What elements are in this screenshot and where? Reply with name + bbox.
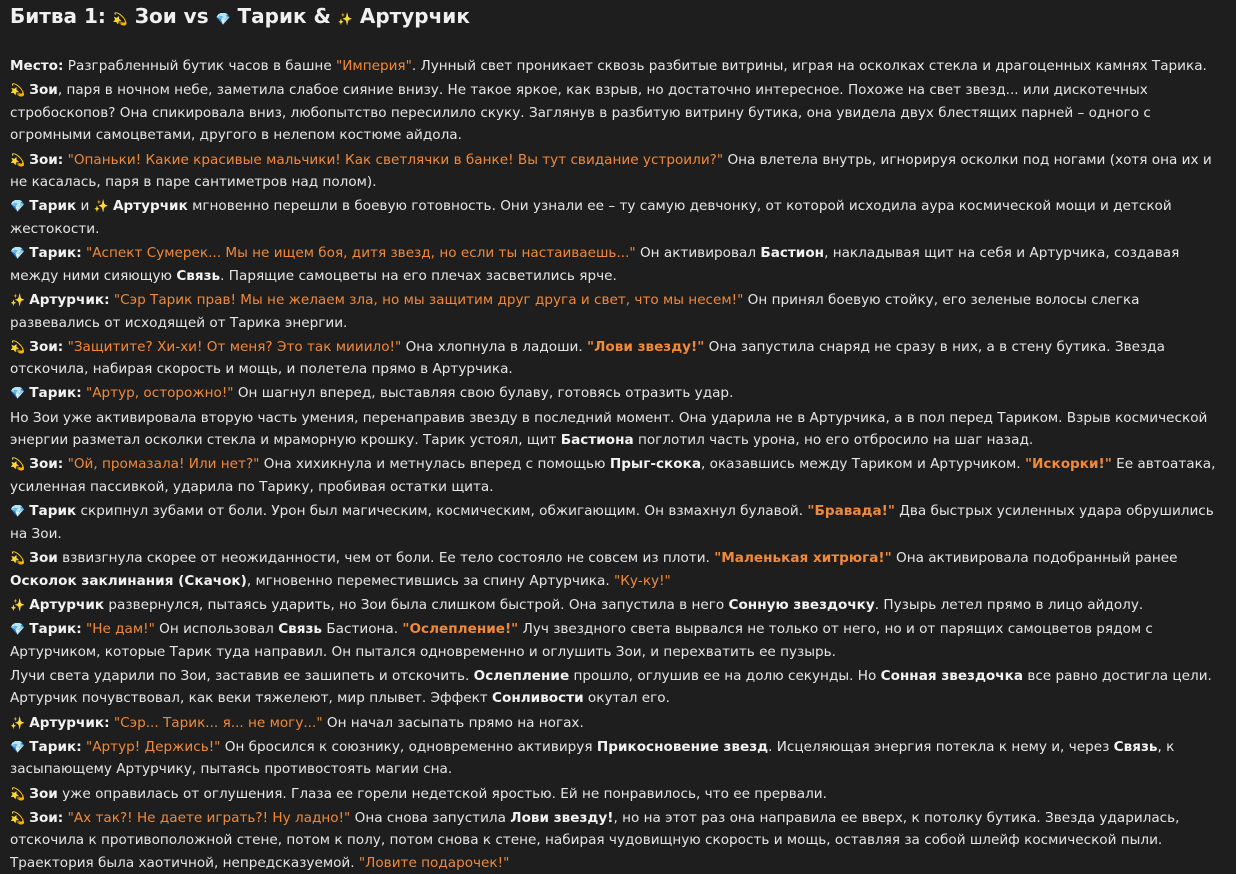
ability-quote: "Ослепление!" xyxy=(402,620,519,637)
story-paragraph xyxy=(10,712,1226,735)
bold-term: Бастиона xyxy=(560,432,634,449)
bold-term: Тарик: xyxy=(29,245,82,262)
paragraph-text: . Пузырь летел прямо в лицо айдолу. xyxy=(874,596,1144,613)
paragraph-text: Он использовал xyxy=(154,620,279,637)
taric-gem-icon: 💎 xyxy=(10,246,25,261)
bold-term: Связь xyxy=(278,620,322,637)
arturchik-sparkle-icon: ✨ xyxy=(10,715,25,730)
quote-text: "Ах так?! Не даете играть?! Ну ладно!" xyxy=(67,809,351,826)
bold-term: Сонливости xyxy=(492,690,584,707)
quote-text: "Артур, осторожно!" xyxy=(85,385,234,402)
page-title xyxy=(10,2,1226,33)
paragraph-text: прошло, оглушив ее на долю секунды. Но xyxy=(569,667,881,684)
paragraph-text: Она хихикнула и метнулась вперед с помощью xyxy=(259,456,610,473)
taric-gem-icon: 💎 xyxy=(10,739,25,754)
bold-term: Лови звезду! xyxy=(510,809,614,826)
story-paragraph xyxy=(10,407,1226,452)
title-arturchik: Артурчик xyxy=(352,4,470,28)
bold-term: Артурчик xyxy=(112,198,188,215)
paragraph-text: Он шагнул вперед, выставляя свою булаву, готовясь отразить удар. xyxy=(233,385,734,402)
bold-term: Ослепление xyxy=(473,667,570,684)
bold-term: Сонная звездочка xyxy=(880,667,1023,684)
bold-term: Связь xyxy=(1113,738,1158,755)
paragraph-text: Луч звездного света вырвался не только от него, но и от парящих самоцветов рядом с Артурчиком, которые Тарик туда направил. Он пытался одновременно и оглушить Зои, и перехватить ее пузырь. xyxy=(10,620,1153,660)
story-paragraph xyxy=(10,547,1226,592)
paragraph-text: . Лунный свет проникает сквозь разбитые витрины, играя на осколках стекла и драгоценных камнях Тарика. xyxy=(411,58,1207,74)
taric-gem-icon: 💎 xyxy=(10,621,25,636)
paragraph-text: скрипнул зубами от боли. Урон был магическим, космическим, обжигающим. Он взмахнул булавой. xyxy=(76,503,808,520)
taric-gem-icon: 💎 xyxy=(10,386,25,401)
bold-term: Связь xyxy=(176,267,221,284)
quote-text: "Сэр... Тарик... я... не могу..." xyxy=(113,714,323,731)
taric-gem-icon: 💎 xyxy=(215,12,231,26)
paragraph-text: Она влетела внутрь, игнорируя осколки под ногами (хотя она их и не касалась, паря в паре сантиметров над полом). xyxy=(10,151,1212,191)
paragraph-text: Бастиона. xyxy=(322,620,403,637)
paragraph-text: Она активировала подобранный ранее xyxy=(891,550,1178,566)
ability-quote: "Искорки!" xyxy=(1024,456,1112,473)
story-paragraph xyxy=(10,594,1226,617)
quote-text: "Ку-ку!" xyxy=(613,572,671,589)
bold-term: Тарик xyxy=(29,503,77,520)
paragraph-text: поглотил часть урона, но его отбросило на шаг назад. xyxy=(633,432,1034,449)
quote-text: "Аспект Сумерек... Мы не ищем боя, дитя звезд, но если ты настаиваешь..." xyxy=(85,245,636,262)
paragraph-text: уже оправилась от оглушения. Глаза ее горели недетской яростью. Ей не понравилось, что ее прервали. xyxy=(57,785,827,802)
arturchik-sparkle-icon: ✨ xyxy=(10,292,25,307)
title-taric: Тарик & xyxy=(230,4,338,28)
quote-text: "Защитите? Хи-хи! От меня? Это так мииило!" xyxy=(67,338,402,355)
story-paragraph xyxy=(10,783,1226,806)
story-paragraph xyxy=(10,807,1226,874)
quote-text: "Сэр Тарик прав! Мы не желаем зла, но мы защитим друг друга и свет, что мы несем!" xyxy=(113,291,744,308)
bold-term: Зои xyxy=(29,785,58,802)
ability-quote: "Лови звезду!" xyxy=(587,338,705,355)
story-paragraph xyxy=(10,149,1226,194)
paragraph-text: . Исцеляющая энергия потекла к нему и, через xyxy=(768,738,1114,755)
paragraph-text: и xyxy=(76,198,94,215)
story-paragraph xyxy=(10,500,1226,545)
zoe-swirl-icon: 💫 xyxy=(112,12,128,26)
paragraph-text: . Парящие самоцветы на его плечах засветились ярче. xyxy=(220,267,617,284)
zoe-swirl-icon: 💫 xyxy=(10,83,25,98)
story-paragraph xyxy=(10,336,1226,381)
bold-term: Прикосновение звезд xyxy=(596,738,769,755)
paragraph-text: , к засыпающему Артурчику, пытаясь противостоять магии сна. xyxy=(10,738,1175,778)
paragraph-text: мгновенно перешли в боевую готовность. Они узнали ее – ту самую девчонку, от которой исходила аура космической мощи и детской жестокости. xyxy=(10,198,1172,237)
arturchik-sparkle-icon: ✨ xyxy=(93,199,109,214)
ability-quote: "Бравада!" xyxy=(807,503,895,520)
arturchik-sparkle-icon: ✨ xyxy=(10,597,25,612)
paragraph-text: Она снова запустила xyxy=(350,809,511,826)
quote-text: "Ой, промазала! Или нет?" xyxy=(67,456,260,473)
story-paragraph xyxy=(10,195,1226,240)
bold-term: Тарик: xyxy=(29,620,82,637)
bold-term: Тарик: xyxy=(29,385,82,402)
paragraph-text: , паря в ночном небе, заметила слабое сияние внизу. Не такое яркое, как взрыв, но достаточно интересное. Похоже на свет звезд... или дискотечных стробоскопов? Она спикировала вниз, любопытство пересилило скуку. Заглянув в разбитую витрину бутика, она увидела двух блестящих парней – одного с огромными самоцветами, другого в нелепом костюме айдола. xyxy=(10,82,1151,144)
paragraph-text: , оказавшись между Тариком и Артурчиком. xyxy=(701,456,1025,473)
bold-term: Артурчик xyxy=(29,596,105,613)
paragraph-text: развернулся, пытаясь ударить, но Зои была слишком быстрой. Она запустила в него xyxy=(104,596,729,613)
paragraph-text: Он принял боевую стойку, его зеленые волосы слегка развевались от исходящей от Тарика энергии. xyxy=(10,291,1140,331)
bold-term: Зои: xyxy=(29,151,64,168)
story-paragraph xyxy=(10,79,1226,147)
bold-term: Зои: xyxy=(29,338,64,355)
paragraph-text: Разграбленный бутик часов в башне xyxy=(63,58,337,74)
bold-term: Зои: xyxy=(29,456,64,473)
zoe-swirl-icon: 💫 xyxy=(10,810,25,825)
quote-text: "Опаньки! Какие красивые мальчики! Как светлячки в банке! Вы тут свидание устроили?" xyxy=(67,151,724,168)
title-zoe: Зои vs xyxy=(127,4,216,28)
paragraph-text: , но на этот раз она направила ее вверх, к потолку бутика. Звезда ударилась, отскочила к противоположной стене, потом к полу, потом снова к стене, набирая чудовищную скорость и мощь, оставляя за собой шлейф космической пыли. Траектория была хаотичной, непредсказуемой. xyxy=(10,809,1180,871)
zoe-swirl-icon: 💫 xyxy=(10,339,25,354)
paragraph-text: Ее автоатака, усиленная пассивкой, ударила по Тарику, пробивая остатки щита. xyxy=(10,456,1216,496)
paragraph-text: Лучи света ударили по Зои, заставив ее зашипеть и отскочить. xyxy=(10,667,474,684)
taric-gem-icon: 💎 xyxy=(10,504,25,519)
bold-term: Сонную звездочку xyxy=(728,596,875,613)
quote-text: "Не дам!" xyxy=(85,620,155,637)
paragraph-text: Он начал засыпать прямо на ногах. xyxy=(322,714,584,731)
title-prefix: Битва 1: xyxy=(10,4,113,28)
bold-term: Бастион xyxy=(760,245,825,262)
story-content xyxy=(10,55,1226,874)
story-paragraph xyxy=(10,289,1226,334)
paragraph-text: , мгновенно переместившись за спину Артурчика. xyxy=(246,572,614,589)
ability-quote: "Маленькая хитрюга!" xyxy=(714,550,892,566)
zoe-swirl-icon: 💫 xyxy=(10,786,25,801)
paragraph-text: Она запустила снаряд не сразу в них, а в стену бутика. Звезда отскочила, набирая скорость и мощь, и полетела прямо в Артурчика. xyxy=(10,338,1165,378)
paragraph-text: Он активировал xyxy=(635,245,761,262)
bold-term: Осколок заклинания (Скачок) xyxy=(10,572,247,589)
story-paragraph xyxy=(10,665,1226,710)
story-paragraph xyxy=(10,382,1226,405)
bold-term: Тарик: xyxy=(29,738,82,755)
taric-gem-icon: 💎 xyxy=(10,199,25,214)
story-paragraph xyxy=(10,736,1226,781)
arturchik-sparkle-icon: ✨ xyxy=(337,12,353,26)
story-paragraph xyxy=(10,55,1226,78)
bold-term: Прыг-скока xyxy=(609,456,701,473)
zoe-swirl-icon: 💫 xyxy=(10,457,25,472)
paragraph-text: Но Зои уже активировала вторую часть умения, перенаправив звезду в последний момент. Она ударила не в Артурчика, а в пол перед Тариком. Взрыв космической энергии разметал осколки стекла и мраморную крошку. Тарик устоял, щит xyxy=(10,409,1208,449)
bold-term: Артурчик: xyxy=(29,714,110,731)
zoe-swirl-icon: 💫 xyxy=(10,152,25,167)
story-paragraph xyxy=(10,618,1226,663)
bold-term: Зои xyxy=(29,550,58,566)
story-paragraph xyxy=(10,242,1226,287)
zoe-swirl-icon: 💫 xyxy=(10,551,25,565)
bold-term: Место: xyxy=(10,58,64,74)
quote-text: "Артур! Держись!" xyxy=(85,738,221,755)
paragraph-text: Она хлопнула в ладоши. xyxy=(401,338,588,355)
story-paragraph xyxy=(10,453,1226,498)
paragraph-text: взвизгнула скорее от неожиданности, чем от боли. Ее тело состояло не совсем из плоти. xyxy=(57,550,715,566)
quote-text: "Империя" xyxy=(336,58,412,74)
bold-term: Зои xyxy=(29,82,58,99)
paragraph-text: окутал его. xyxy=(583,690,670,707)
paragraph-text: все равно достигла цели. Артурчик почувствовал, как веки тяжелеют, мир плывет. Эффект xyxy=(10,667,1212,707)
bold-term: Артурчик: xyxy=(29,291,110,308)
paragraph-text: , накладывая щит на себя и Артурчика, создавая между ними сияющую xyxy=(10,245,1180,284)
bold-term: Зои: xyxy=(29,809,64,826)
quote-text: "Ловите подарочек!" xyxy=(358,854,510,871)
paragraph-text: Он бросился к союзнику, одновременно активируя xyxy=(220,738,597,755)
bold-term: Тарик xyxy=(29,198,77,215)
paragraph-text: Два быстрых усиленных удара обрушились на Зои. xyxy=(10,503,1214,542)
